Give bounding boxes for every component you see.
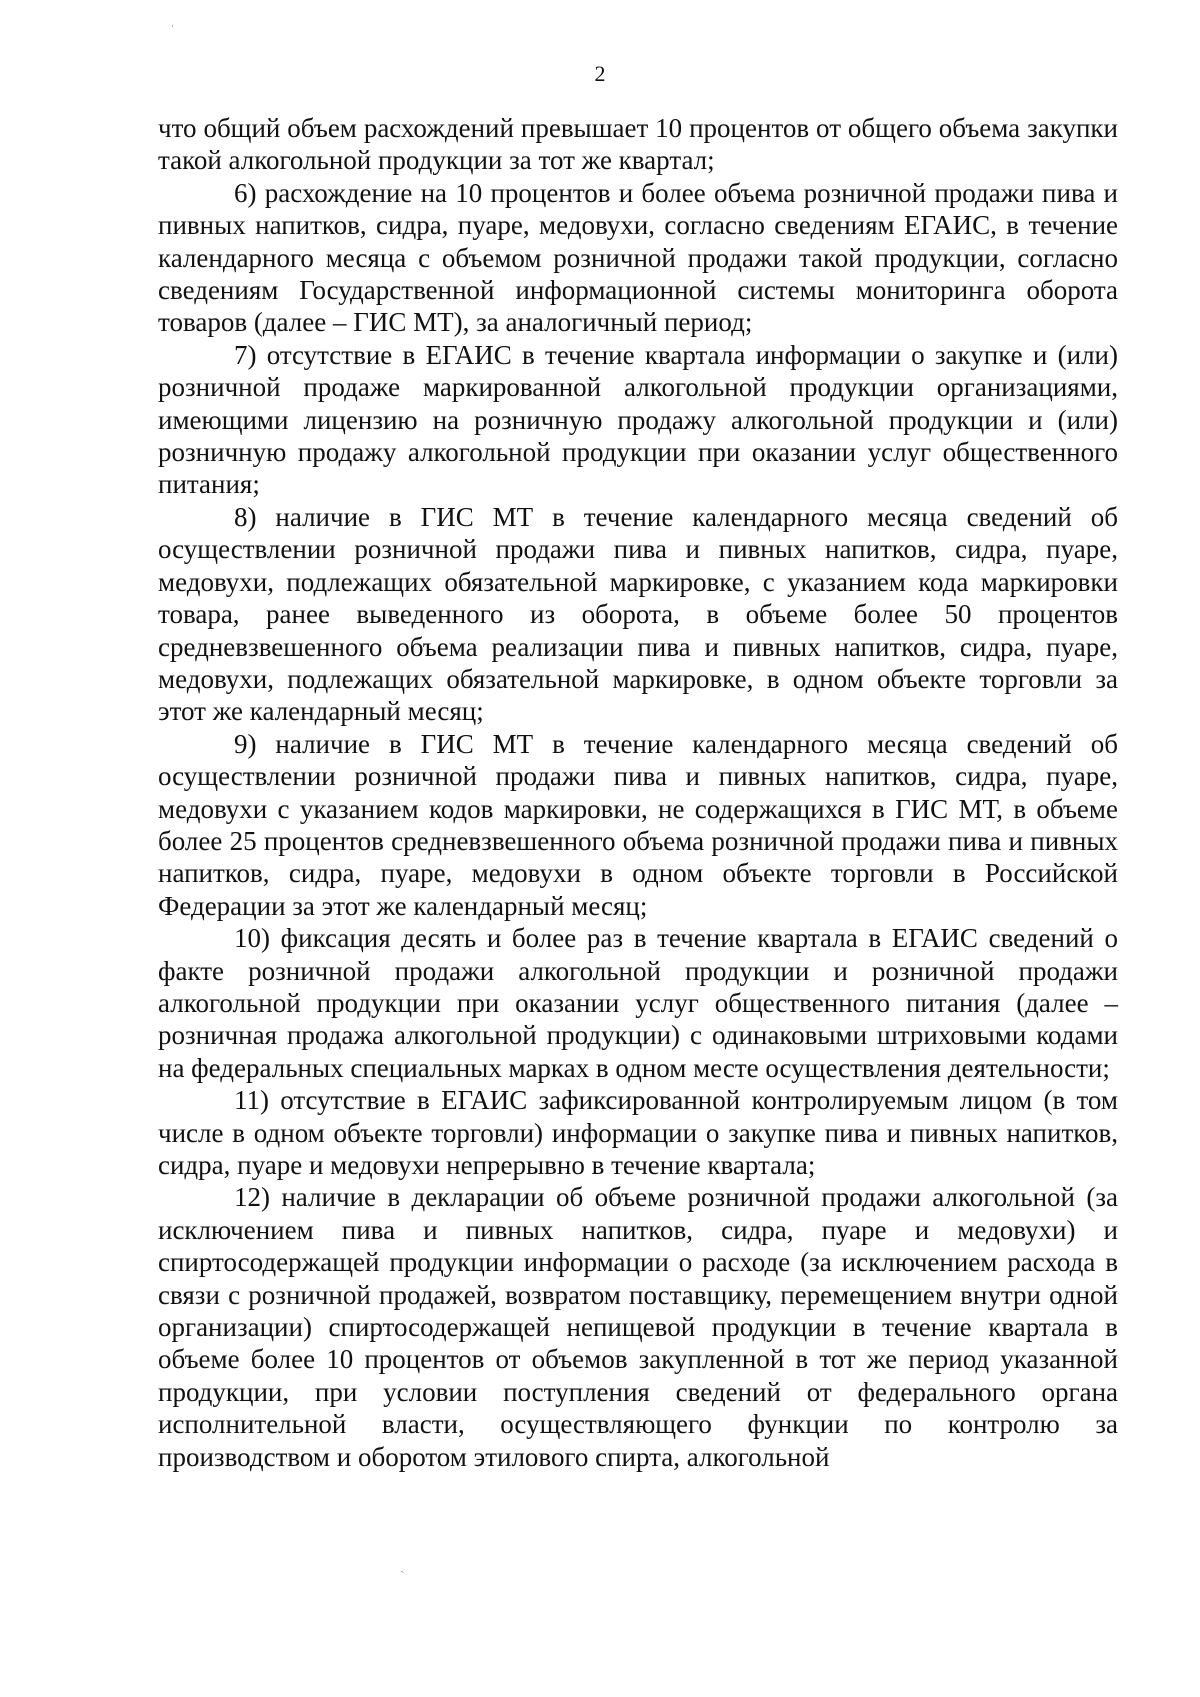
scan-speck-mark: ˏ	[400, 1559, 405, 1574]
page-number: 2	[594, 61, 606, 86]
paragraph-item-11: 11) отсутствие в ЕГАИС зафиксированной контролируемым лицом (в том числе в одном объекте торговли) информации о закупке пива и пивных напитков, сидра, пуаре и медовухи непрерывно в течение квартала;	[158, 1085, 1118, 1180]
paragraph-item-12: 12) наличие в декларации об объеме розничной продажи алкогольной (за исключением пива и пивных напитков, сидра, пуаре и медовухи) и спиртосодержащей продукции информации о расходе (за исключением расхода в связи с розничной продажей, возвратом поставщику, перемещением внутри одной организации) спиртосодержащей непищевой продукции в течение квартала в объеме более 10 процентов от объемов закупленной в тот же период указанной продукции, при условии поступления сведений от федерального органа исполнительной власти, осуществляющего функции по контролю за производством и оборотом этилового спирта, алкогольной	[158, 1182, 1118, 1472]
scan-speck-mark: ˌ	[170, 13, 175, 28]
paragraph-continuation: что общий объем расхождений превышает 10 процентов от общего объема закупки такой алкогольной продукции за тот же квартал;	[158, 113, 1118, 176]
paragraph-item-6: 6) расхождение на 10 процентов и более объема розничной продажи пива и пивных напитков, сидра, пуаре, медовухи, согласно сведениям ЕГАИС, в течение календарного месяца с объемом розничной продажи такой продукции, согласно сведениям Государственной информационной системы мониторинга оборота товаров (далее – ГИС МТ), за аналогичный период;	[158, 177, 1118, 338]
paragraph-item-7: 7) отсутствие в ЕГАИС в течение квартала информации о закупке и (или) розничной продаже маркированной алкогольной продукции организациями, имеющими лицензию на розничную продажу алкогольной продукции и (или) розничную продажу алкогольной продукции при оказании услуг общественного питания;	[158, 339, 1118, 500]
document-body	[158, 112, 1118, 1473]
paragraph-item-8: 8) наличие в ГИС МТ в течение календарного месяца сведений об осуществлении розничной продажи пива и пивных напитков, сидра, пуаре, медовухи, подлежащих обязательной маркировке, с указанием кода маркировки товара, ранее выведенного из оборота, в объеме более 50 процентов средневзвешенного объема реализации пива и пивных напитков, сидра, пуаре, медовухи, подлежащих обязательной маркировке, в одном объекте торговли за этот же календарный месяц;	[158, 501, 1118, 727]
paragraph-item-9: 9) наличие в ГИС МТ в течение календарного месяца сведений об осуществлении розничной продажи пива и пивных напитков, сидра, пуаре, медовухи с указанием кодов маркировки, не содержащихся в ГИС МТ, в объеме более 25 процентов средневзвешенного объема розничной продажи пива и пивных напитков, сидра, пуаре, медовухи в одном объекте торговли в Российской Федерации за этот же календарный месяц;	[158, 728, 1118, 921]
paragraph-item-10: 10) фиксация десять и более раз в течение квартала в ЕГАИС сведений о факте розничной продажи алкогольной продукции и розничной продажи алкогольной продукции при оказании услуг общественного питания (далее – розничная продажа алкогольной продукции) с одинаковыми штриховыми кодами на федеральных специальных марках в одном месте осуществления деятельности;	[158, 923, 1118, 1083]
